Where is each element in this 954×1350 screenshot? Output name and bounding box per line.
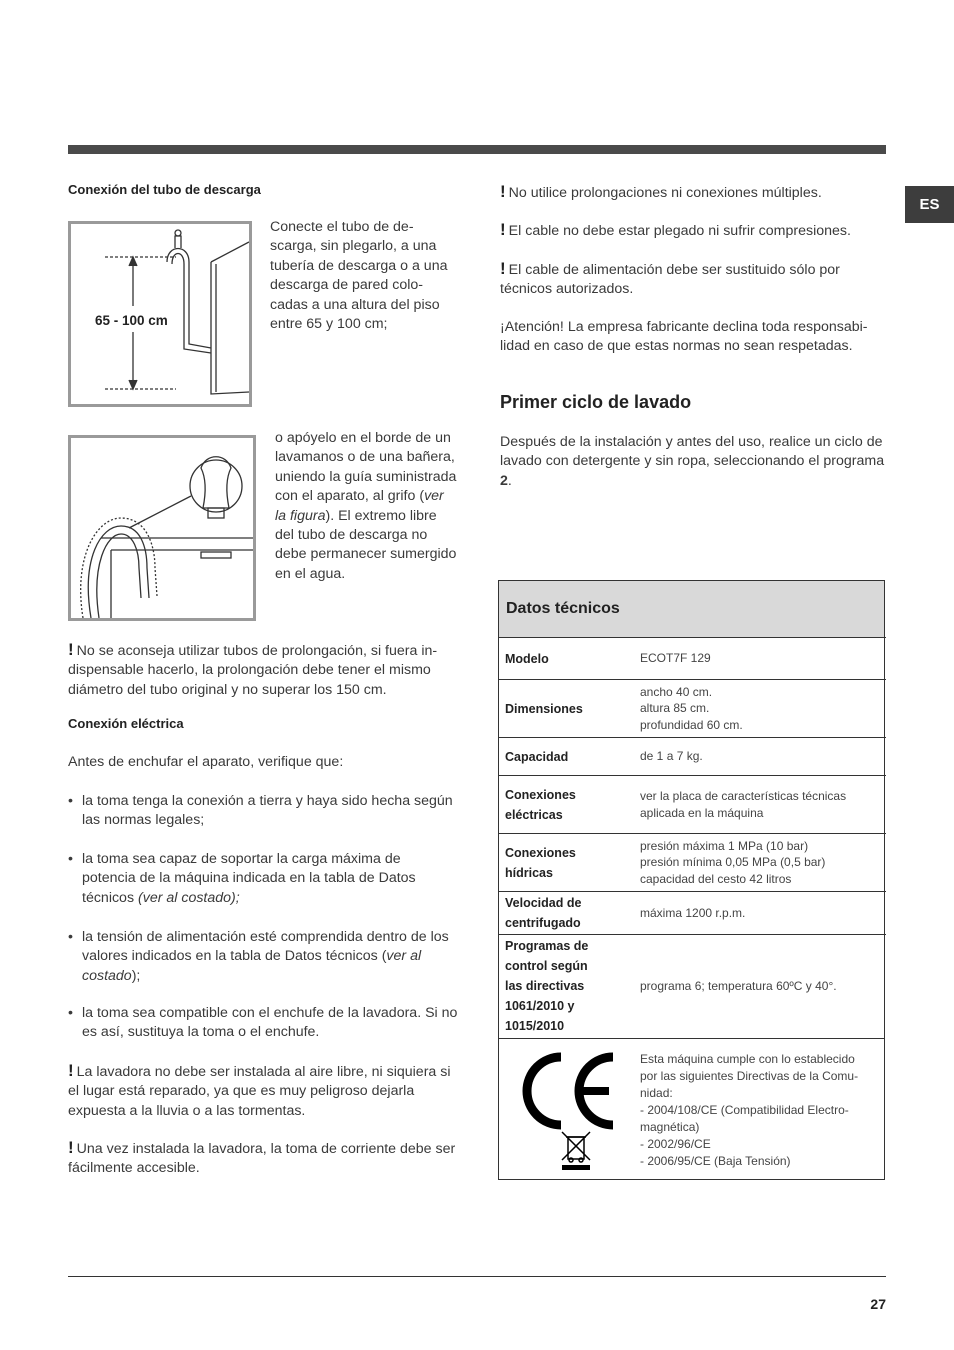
electrical-checklist-4	[68, 1004, 458, 1043]
warning-outdoor-text: La lavadora no debe ser instalada al aire libre, ni siquiera si el lugar está reparado, ya que es muy peligroso dejarla expuesta a la lluvia o a las tormentas.	[68, 1064, 451, 1119]
warning-no-extensions-text: No utilice prolongaciones ni conexiones múltiples.	[508, 185, 822, 201]
spec-value: programa 6; temperatura 60ºC y 40°.	[634, 935, 886, 1038]
bullet-2-text: la toma sea capaz de soportar la carga máxima de potencia de la máquina indicada en la tabla de Datos técnicos	[82, 851, 416, 906]
table-row	[499, 892, 886, 935]
warning-icon: !	[500, 182, 506, 201]
spec-value: presión máxima 1 MPa (10 bar) presión mínima 0,05 MPa (0,5 bar) capacidad del cesto 42 litros	[634, 834, 886, 892]
table-row	[499, 834, 886, 892]
bullet-2-em: (ver al costado);	[138, 889, 240, 906]
bottom-rule	[68, 1276, 886, 1277]
first-cycle-body: Después de la instalación y antes del uso, realice un ciclo de lavado con detergente y sin ropa, seleccionando el programa	[500, 434, 885, 470]
bullet-3-text: la tensión de alimentación esté comprendida dentro de los valores indicados en la tabla de Datos técnicos (	[82, 929, 449, 965]
table-row	[499, 776, 886, 834]
first-cycle-program: 2	[500, 472, 508, 489]
drain-text-2-a: o apóyelo en el borde de un lavamanos o de una bañera, uniendo la guía suministrada con el aparato, al grifo (	[275, 430, 457, 505]
drain-text-2-em: ver la figura	[275, 488, 444, 524]
warning-cable-replace	[500, 259, 886, 300]
spec-value: ancho 40 cm. altura 85 cm. profundidad 60 cm.	[634, 680, 886, 738]
bullet-1-text: la toma tenga la conexión a tierra y haya sido hecha según las normas legales;	[82, 793, 453, 829]
warning-no-extensions	[500, 182, 886, 203]
electrical-checklist-3	[68, 928, 458, 986]
warning-accessible-text: Una vez instalada la lavadora, la toma de corriente debe ser fácilmente accesible.	[68, 1141, 456, 1177]
drain-text-2-b: ). El extremo libre del tubo de descarga no debe permanecer sumergido en el agua.	[275, 507, 457, 582]
electrical-checklist-2	[68, 850, 458, 908]
height-label: 65 - 100 cm	[95, 313, 168, 328]
spec-key: Conexiones eléctricas	[499, 776, 634, 834]
spec-key: Capacidad	[499, 738, 634, 776]
warning-icon: !	[68, 640, 74, 659]
page-number: 27	[870, 1296, 886, 1312]
spec-rows	[499, 637, 886, 1038]
bullet-3-em: ver al costado	[82, 948, 422, 984]
drain-pipe-figure	[68, 221, 252, 407]
table-row	[499, 680, 886, 738]
spec-key: Programas de control según las directivas 1061/2010 y 1015/2010	[499, 935, 634, 1038]
electrical-checklist	[68, 792, 458, 831]
warning-icon: !	[68, 1138, 74, 1157]
spec-value: máxima 1200 r.p.m.	[634, 892, 886, 935]
first-cycle-end: .	[507, 472, 512, 489]
drain-text-1: Conecte el tubo de de-scarga, sin plegarlo, a una tubería de descarga o a una descarga de pared colo-cadas a una altura del piso entre 65 y 100 cm;	[270, 219, 448, 333]
top-rule	[68, 145, 886, 154]
list-item: • la toma sea capaz de soportar la carga máxima de potencia de la máquina indicada en la tabla de Datos técnicos (ver al costado);	[68, 851, 416, 906]
hose-guide-figure	[68, 435, 256, 621]
electrical-heading: Conexión eléctrica	[68, 716, 184, 731]
warning-cable-bent	[500, 220, 886, 241]
first-cycle-heading: Primer ciclo de lavado	[500, 392, 692, 412]
warning-icon: !	[500, 220, 506, 239]
technical-data-title: Datos técnicos	[499, 581, 884, 637]
warning-icon: !	[68, 1061, 74, 1080]
ce-row	[499, 1038, 884, 1179]
table-row	[499, 638, 886, 680]
warning-extension	[68, 640, 458, 700]
technical-data-table	[498, 580, 885, 1180]
spec-key: Conexiones hídricas	[499, 834, 634, 892]
warning-cable-bent-text: El cable no debe estar plegado ni sufrir compresiones.	[508, 223, 851, 239]
drain-heading: Conexión del tubo de descarga	[68, 182, 261, 197]
language-tab: ES	[905, 186, 954, 223]
hose-guide-drawing	[71, 438, 253, 618]
ce-compliance-text: Esta máquina cumple con lo establecido por las siguientes Directivas de la Comu- nidad: - 2004/108/CE (Compatibilidad Electro- magnética) - 2002/96/CE - 2006/95/CE (Baja Tensión)	[640, 1051, 859, 1168]
warning-outdoor	[68, 1061, 458, 1121]
weee-bin-icon	[559, 1129, 593, 1171]
list-item: • la toma tenga la conexión a tierra y haya sido hecha según las normas legales;	[68, 793, 453, 829]
table-row	[499, 935, 886, 1038]
spec-key: Dimensiones	[499, 680, 634, 738]
spec-value: ECOT7F 129	[634, 638, 886, 680]
first-cycle-text	[500, 433, 886, 491]
spec-value: de 1 a 7 kg.	[634, 738, 886, 776]
list-item: • la tensión de alimentación esté comprendida dentro de los valores indicados en la tabla de Datos técnicos (ver al costado);	[68, 929, 449, 984]
warning-icon: !	[500, 259, 506, 278]
warning-extension-text: No se aconseja utilizar tubos de prolongación, si fuera in-dispensable hacerlo, la prolongación debe tener el mismo diámetro del tubo original y no superar los 150 cm.	[68, 643, 438, 698]
attention-note: ¡Atención! La empresa fabricante declina toda responsabi-lidad en caso de que estas normas no sean respetadas.	[500, 319, 868, 355]
spec-value: ver la placa de características técnicas aplicada en la máquina	[634, 776, 886, 834]
table-row	[499, 738, 886, 776]
warning-cable-replace-text: El cable de alimentación debe ser sustituido sólo por técnicos autorizados.	[500, 262, 840, 298]
bullet-4-text: la toma sea compatible con el enchufe de la lavadora. Si no es así, sustituya la toma o el enchufe.	[82, 1005, 458, 1041]
spec-key: Modelo	[499, 638, 634, 680]
bullet-3-end: );	[131, 967, 141, 984]
electrical-intro: Antes de enchufar el aparato, verifique que:	[68, 754, 344, 770]
drain-text-2	[275, 429, 457, 584]
spec-key: Velocidad de centrifugado	[499, 892, 634, 935]
warning-accessible	[68, 1138, 458, 1179]
list-item: • la toma sea compatible con el enchufe de la lavadora. Si no es así, sustituya la toma o el enchufe.	[68, 1005, 458, 1041]
